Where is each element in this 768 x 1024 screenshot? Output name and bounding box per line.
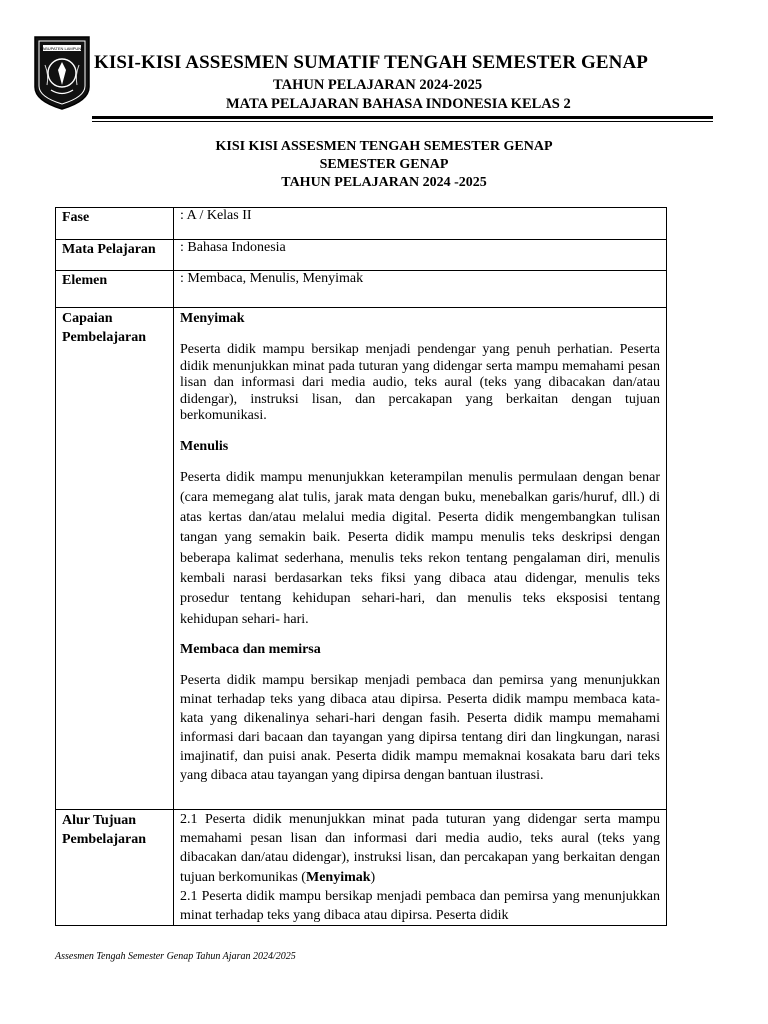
- school-emblem-logo: [33, 35, 91, 111]
- table-row-capaian: [56, 308, 667, 810]
- fase-value: : A / Kelas II: [174, 208, 667, 240]
- menyimak-heading: Menyimak: [180, 311, 245, 326]
- table-row-elemen: [56, 271, 667, 308]
- table-row-fase: [56, 208, 667, 240]
- subject-line: MATA PELAJARAN BAHASA INDONESIA KELAS 2: [226, 96, 571, 112]
- membaca-heading: Membaca dan memirsa: [180, 641, 321, 657]
- subheading-line-2: SEMESTER GENAP: [319, 157, 449, 172]
- mapel-value: : Bahasa Indonesia: [174, 240, 667, 271]
- membaca-text: Peserta didik mampu bersikap menjadi pembaca dan pemirsa yang menunjukkan minat terhadap teks yang dibaca atau dipirsa. Peserta didik mampu membaca kata-kata yang dikenalinya sehari-hari dengan fasih. Peserta didik mampu memahami informasi dari bacaan dan tayangan yang dipirsa tentang diri dan lingkungan, narasi imajinatif, dan puisi anak. Peserta didik mampu memaknai kosakata baru dari teks yang dibaca atau tayangan yang dipirsa dengan bantuan ilustrasi.: [180, 672, 660, 783]
- menulis-heading: Menulis: [180, 438, 229, 454]
- subheading-line-1: KISI KISI ASSESMEN TENGAH SEMESTER GENAP: [215, 139, 553, 154]
- alur-item-2: 2.1 Peserta didik mampu bersikap menjadi pembaca dan pemirsa yang menunjukkan minat terhadap teks yang dibaca atau dipirsa. Peserta didik: [180, 888, 660, 924]
- menulis-text: Peserta didik mampu menunjukkan keterampilan menulis permulaan dengan benar (cara memegang alat tulis, jarak mata dengan buku, menebalkan garis/huruf, dll.) di atas kertas dan/atau melalui media digital. Peserta didik mengembangkan tulisan tangan yang semakin baik. Peserta didik mampu menulis teks deskripsi dengan beberapa kalimat sederhana, menulis teks rekon tentang pengalaman diri, menulis kembali narasi berdasarkan teks fiksi yang dibaca atau didengar, menulis teks prosedur tentang kehidupan sehari-hari, dan menulis teks eksposisi tentang kehidupan sehari- hari.: [180, 469, 660, 627]
- page-footer: Assesmen Tengah Semester Genap Tahun Ajaran 2024/2025: [55, 951, 296, 962]
- subheading-line-3: TAHUN PELAJARAN 2024 -2025: [281, 175, 487, 190]
- alur-item-1: [180, 810, 660, 887]
- mapel-label: Mata Pelajaran: [56, 240, 174, 271]
- table-row-mapel: [56, 240, 667, 271]
- emblem-lettering: KABUPATEN LAMPUNG: [39, 46, 85, 51]
- elemen-label: Elemen: [56, 271, 174, 308]
- alur-content: [174, 810, 667, 926]
- academic-year: TAHUN PELAJARAN 2024-2025: [273, 77, 483, 93]
- header-rule-thin: [92, 121, 713, 122]
- header-rule-thick: [92, 116, 713, 119]
- alur-item-1-bold: Menyimak: [305, 869, 371, 885]
- alur-label: Alur Tujuan Pembelajaran: [56, 810, 174, 926]
- alur-item-1-text: 2.1 Peserta didik menunjukkan minat pada tuturan yang didengar serta mampu memahami pesan lisan dan informasi dari media audio, teks aural (teks yang dibacakan dan/atau didengar), instruksi lisan, dan percakapan yang berkaitan dengan tujuan berkomunikas (: [180, 812, 660, 885]
- elemen-value: : Membaca, Menulis, Menyimak: [174, 271, 667, 308]
- fase-label: Fase: [56, 208, 174, 240]
- kisi-table: [55, 207, 667, 926]
- menyimak-text: Peserta didik mampu bersikap menjadi pendengar yang penuh perhatian. Peserta didik menunjukkan minat pada tuturan yang didengar serta mampu memahami pesan lisan dan informasi dari media audio, teks aural (teks yang dibacakan dan/atau didengar), instruksi lisan, dan percakapan yang berkaitan dengan tujuan berkomunikasi.: [180, 342, 660, 423]
- table-row-alur: [56, 810, 667, 926]
- document-title: KISI-KISI ASSESMEN SUMATIF TENGAH SEMESTER GENAP: [94, 52, 648, 73]
- capaian-label: Capaian Pembelajaran: [56, 308, 174, 810]
- capaian-content: [174, 308, 667, 810]
- alur-item-1-close: ): [370, 869, 376, 885]
